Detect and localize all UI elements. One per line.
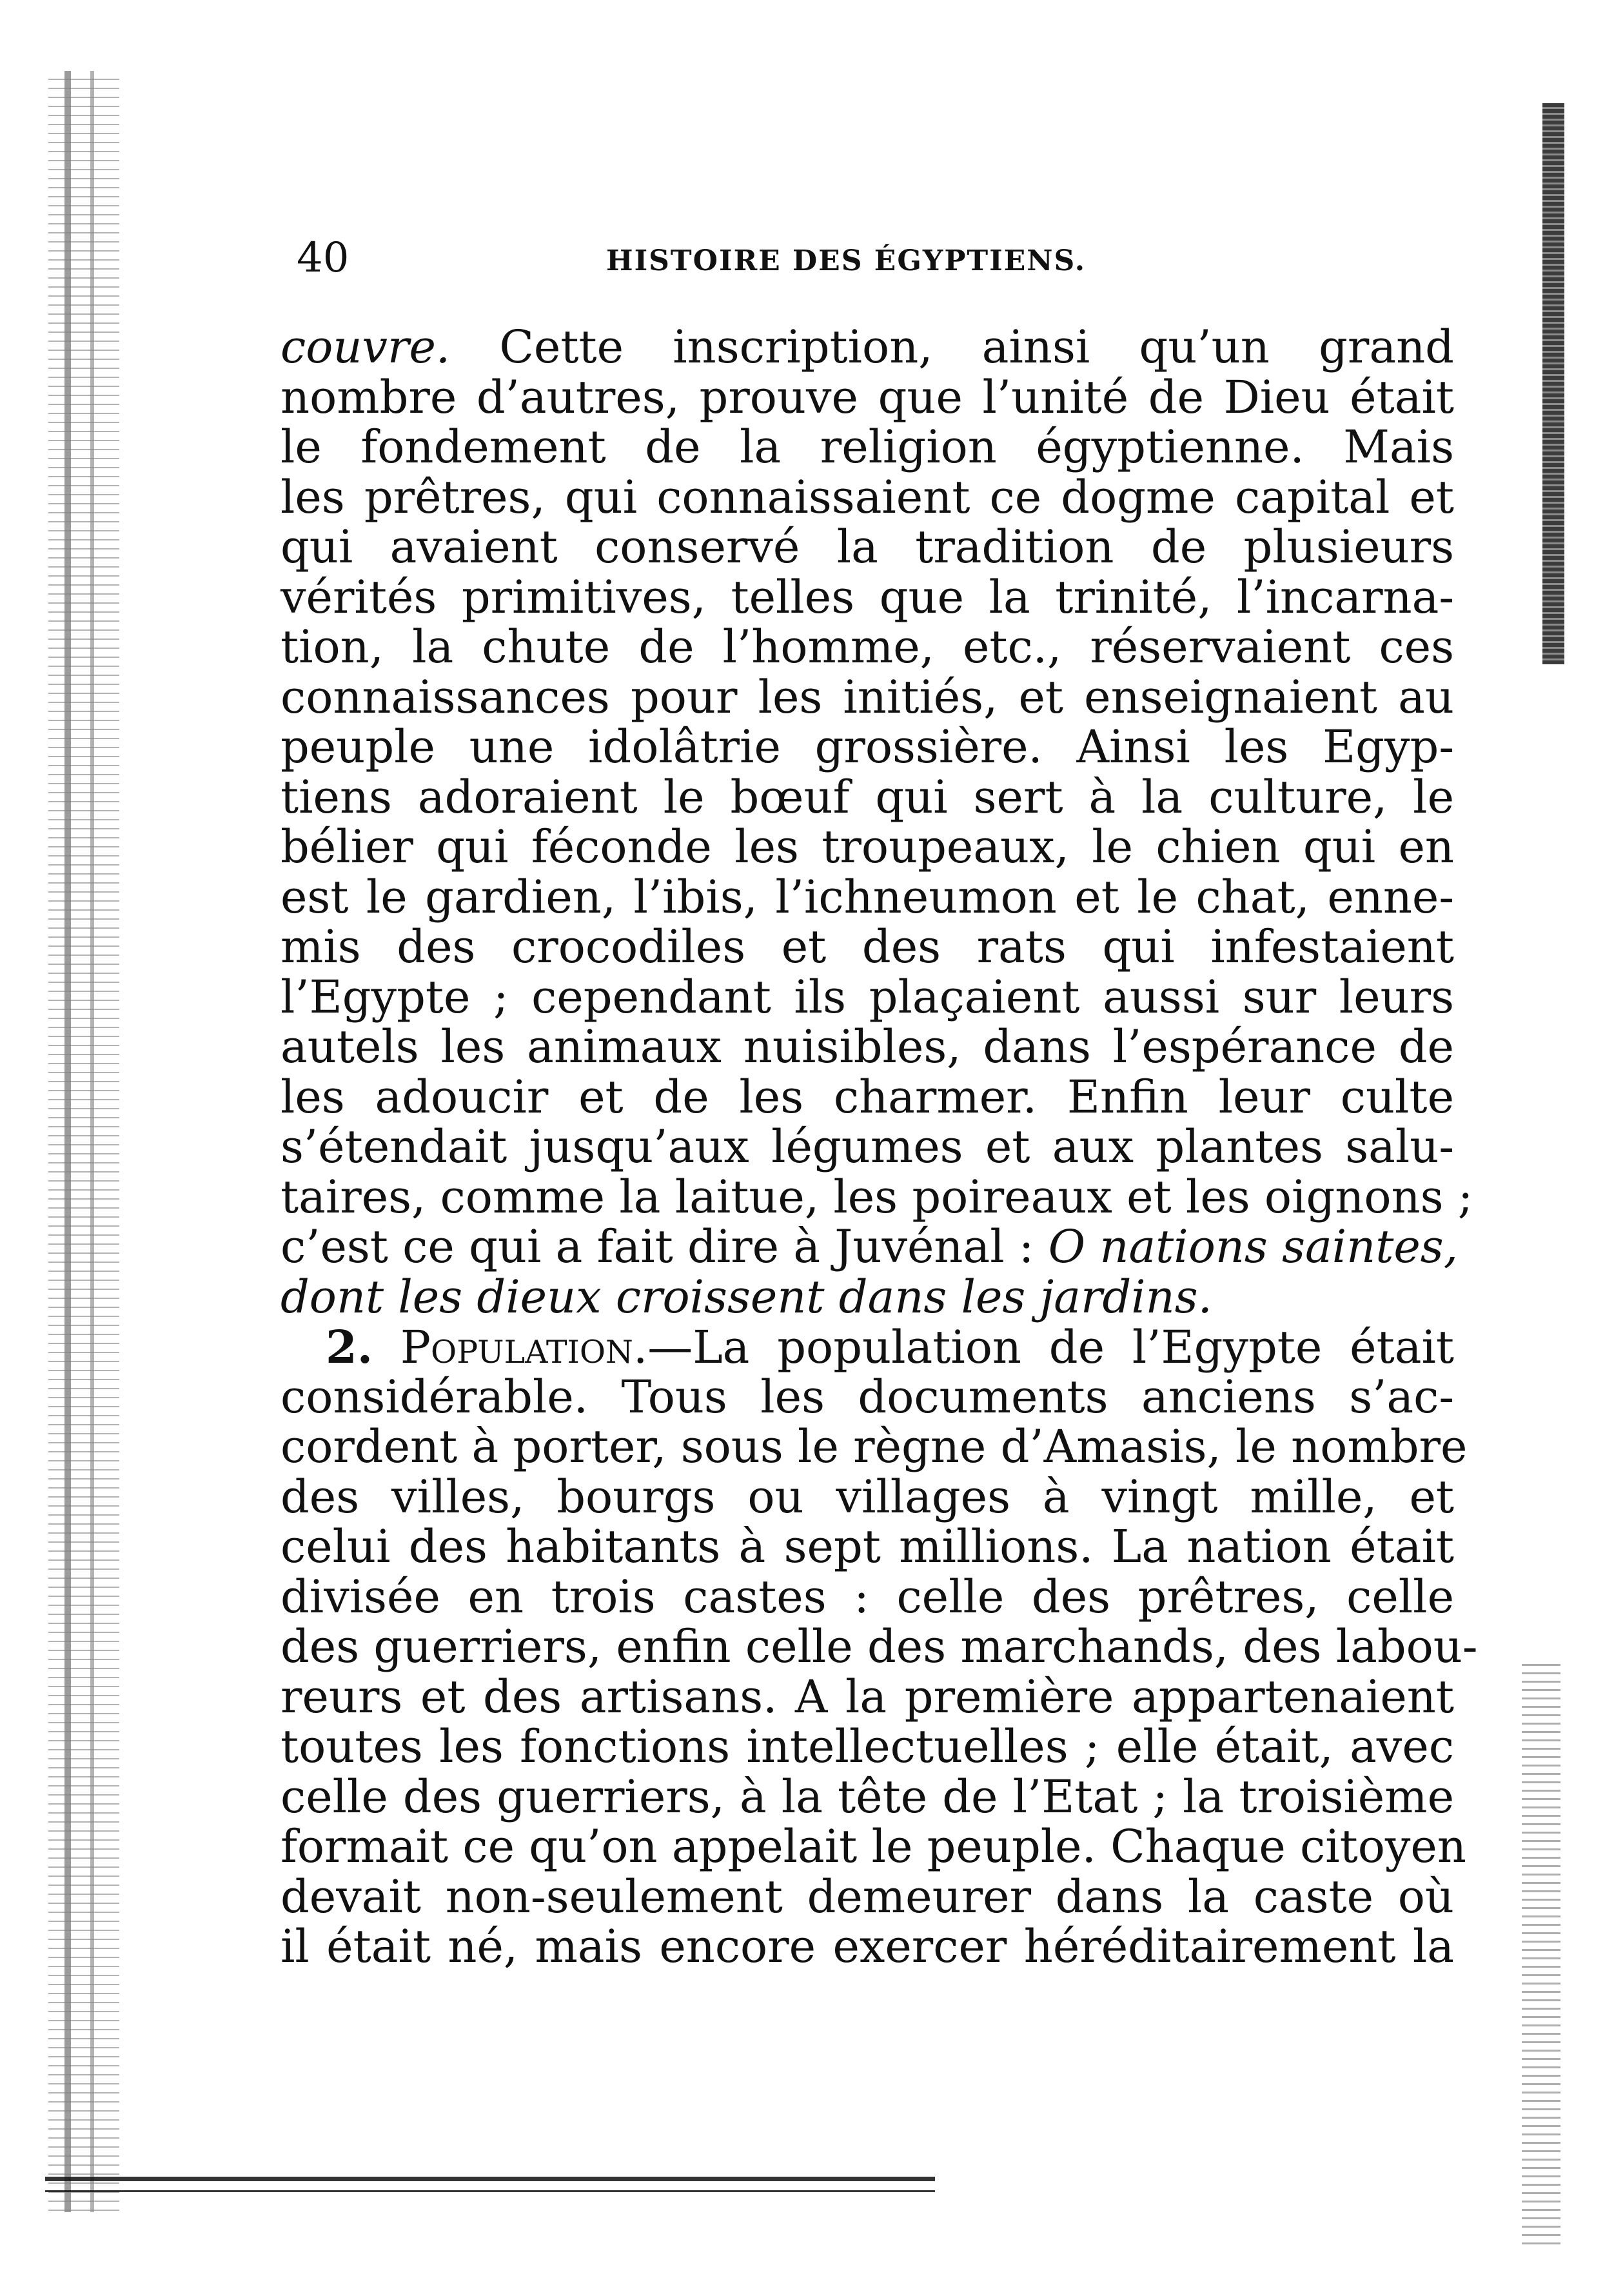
text-line: autels les animaux nuisibles, dans l’espérance de xyxy=(280,1020,1454,1073)
text-line: nombre d’autres, prouve que l’unité de Dieu était xyxy=(280,370,1454,424)
text-line: le fondement de la religion égyptienne. Mais xyxy=(280,421,1454,473)
italic-quote: dont les dieux croissent dans les jardins. xyxy=(280,1270,1212,1323)
text-line: cordent à porter, sous le règne d’Amasis, le nombre xyxy=(280,1420,1468,1473)
text-line: tion, la chute de l’homme, etc., réservaient ces xyxy=(280,620,1454,673)
text-line: vérités primitives, telles que la trinité, l’incarna- xyxy=(280,570,1454,624)
text-line: c’est ce qui a fait dire à Juvénal : O nations saintes, xyxy=(280,1220,1458,1273)
text-line: toutes les fonctions intellectuelles ; elle était, avec xyxy=(280,1720,1454,1773)
text-line: celui des habitants à sept millions. La nation était xyxy=(280,1520,1454,1573)
text-line: est le gardien, l’ibis, l’ichneumon et le chat, enne- xyxy=(280,870,1454,924)
text-line: s’étendait jusqu’aux légumes et aux plantes salu- xyxy=(280,1120,1454,1173)
running-head xyxy=(297,232,1457,284)
text-line: celle des guerriers, à la tête de l’Etat ; la troisième xyxy=(280,1770,1454,1823)
text-line: connaissances pour les initiés, et enseignaient au xyxy=(280,670,1454,724)
text-line: bélier qui féconde les troupeaux, le chien qui en xyxy=(280,820,1454,873)
section-number: 2. xyxy=(326,1320,373,1374)
text-line: couvre. Cette inscription, ainsi qu’un grand xyxy=(280,321,1454,373)
italic-word: couvre. xyxy=(280,321,451,373)
section-title: Population xyxy=(400,1321,633,1374)
page-number: 40 xyxy=(297,234,349,282)
text-line: des villes, bourgs ou villages à vingt mille, et xyxy=(280,1470,1454,1523)
text-line: les prêtres, qui connaissaient ce dogme capital et xyxy=(280,470,1454,524)
text-line: taires, comme la laitue, les poireaux et les oignons ; xyxy=(280,1170,1473,1223)
text-line: reurs et des artisans. A la première appartenaient xyxy=(280,1670,1454,1723)
text-line: qui avaient conservé la tradition de plusieurs xyxy=(280,520,1454,573)
text-line: tiens adoraient le bœuf qui sert à la culture, le xyxy=(280,770,1454,824)
text-line: formait ce qu’on appelait le peuple. Chaque citoyen xyxy=(280,1820,1466,1873)
running-title: HISTOIRE DES ÉGYPTIENS. xyxy=(606,244,1087,277)
text-line: l’Egypte ; cependant ils plaçaient aussi sur leurs xyxy=(280,970,1454,1024)
text-line: les adoucir et de les charmer. Enfin leur culte xyxy=(280,1070,1454,1123)
text-line xyxy=(280,1272,1454,1323)
text-line: devait non-seulement demeurer dans la caste où xyxy=(280,1870,1454,1923)
text-line: mis des crocodiles et des rats qui infestaient xyxy=(280,920,1454,973)
text-line: il était né, mais encore exercer héréditairement la xyxy=(280,1920,1454,1973)
text-line: peuple une idolâtrie grossière. Ainsi les Egyp- xyxy=(280,720,1454,773)
text-line: divisée en trois castes : celle des prêtres, celle xyxy=(280,1570,1454,1623)
section-heading-line: 2. Population.—La population de l’Egypte était xyxy=(326,1320,1454,1374)
text-line: des guerriers, enfin celle des marchands, des labou- xyxy=(280,1620,1478,1673)
italic-quote: O nations saintes, xyxy=(1048,1220,1458,1273)
text-line: considérable. Tous les documents anciens s’ac- xyxy=(280,1370,1454,1423)
body-text xyxy=(280,321,1478,2077)
